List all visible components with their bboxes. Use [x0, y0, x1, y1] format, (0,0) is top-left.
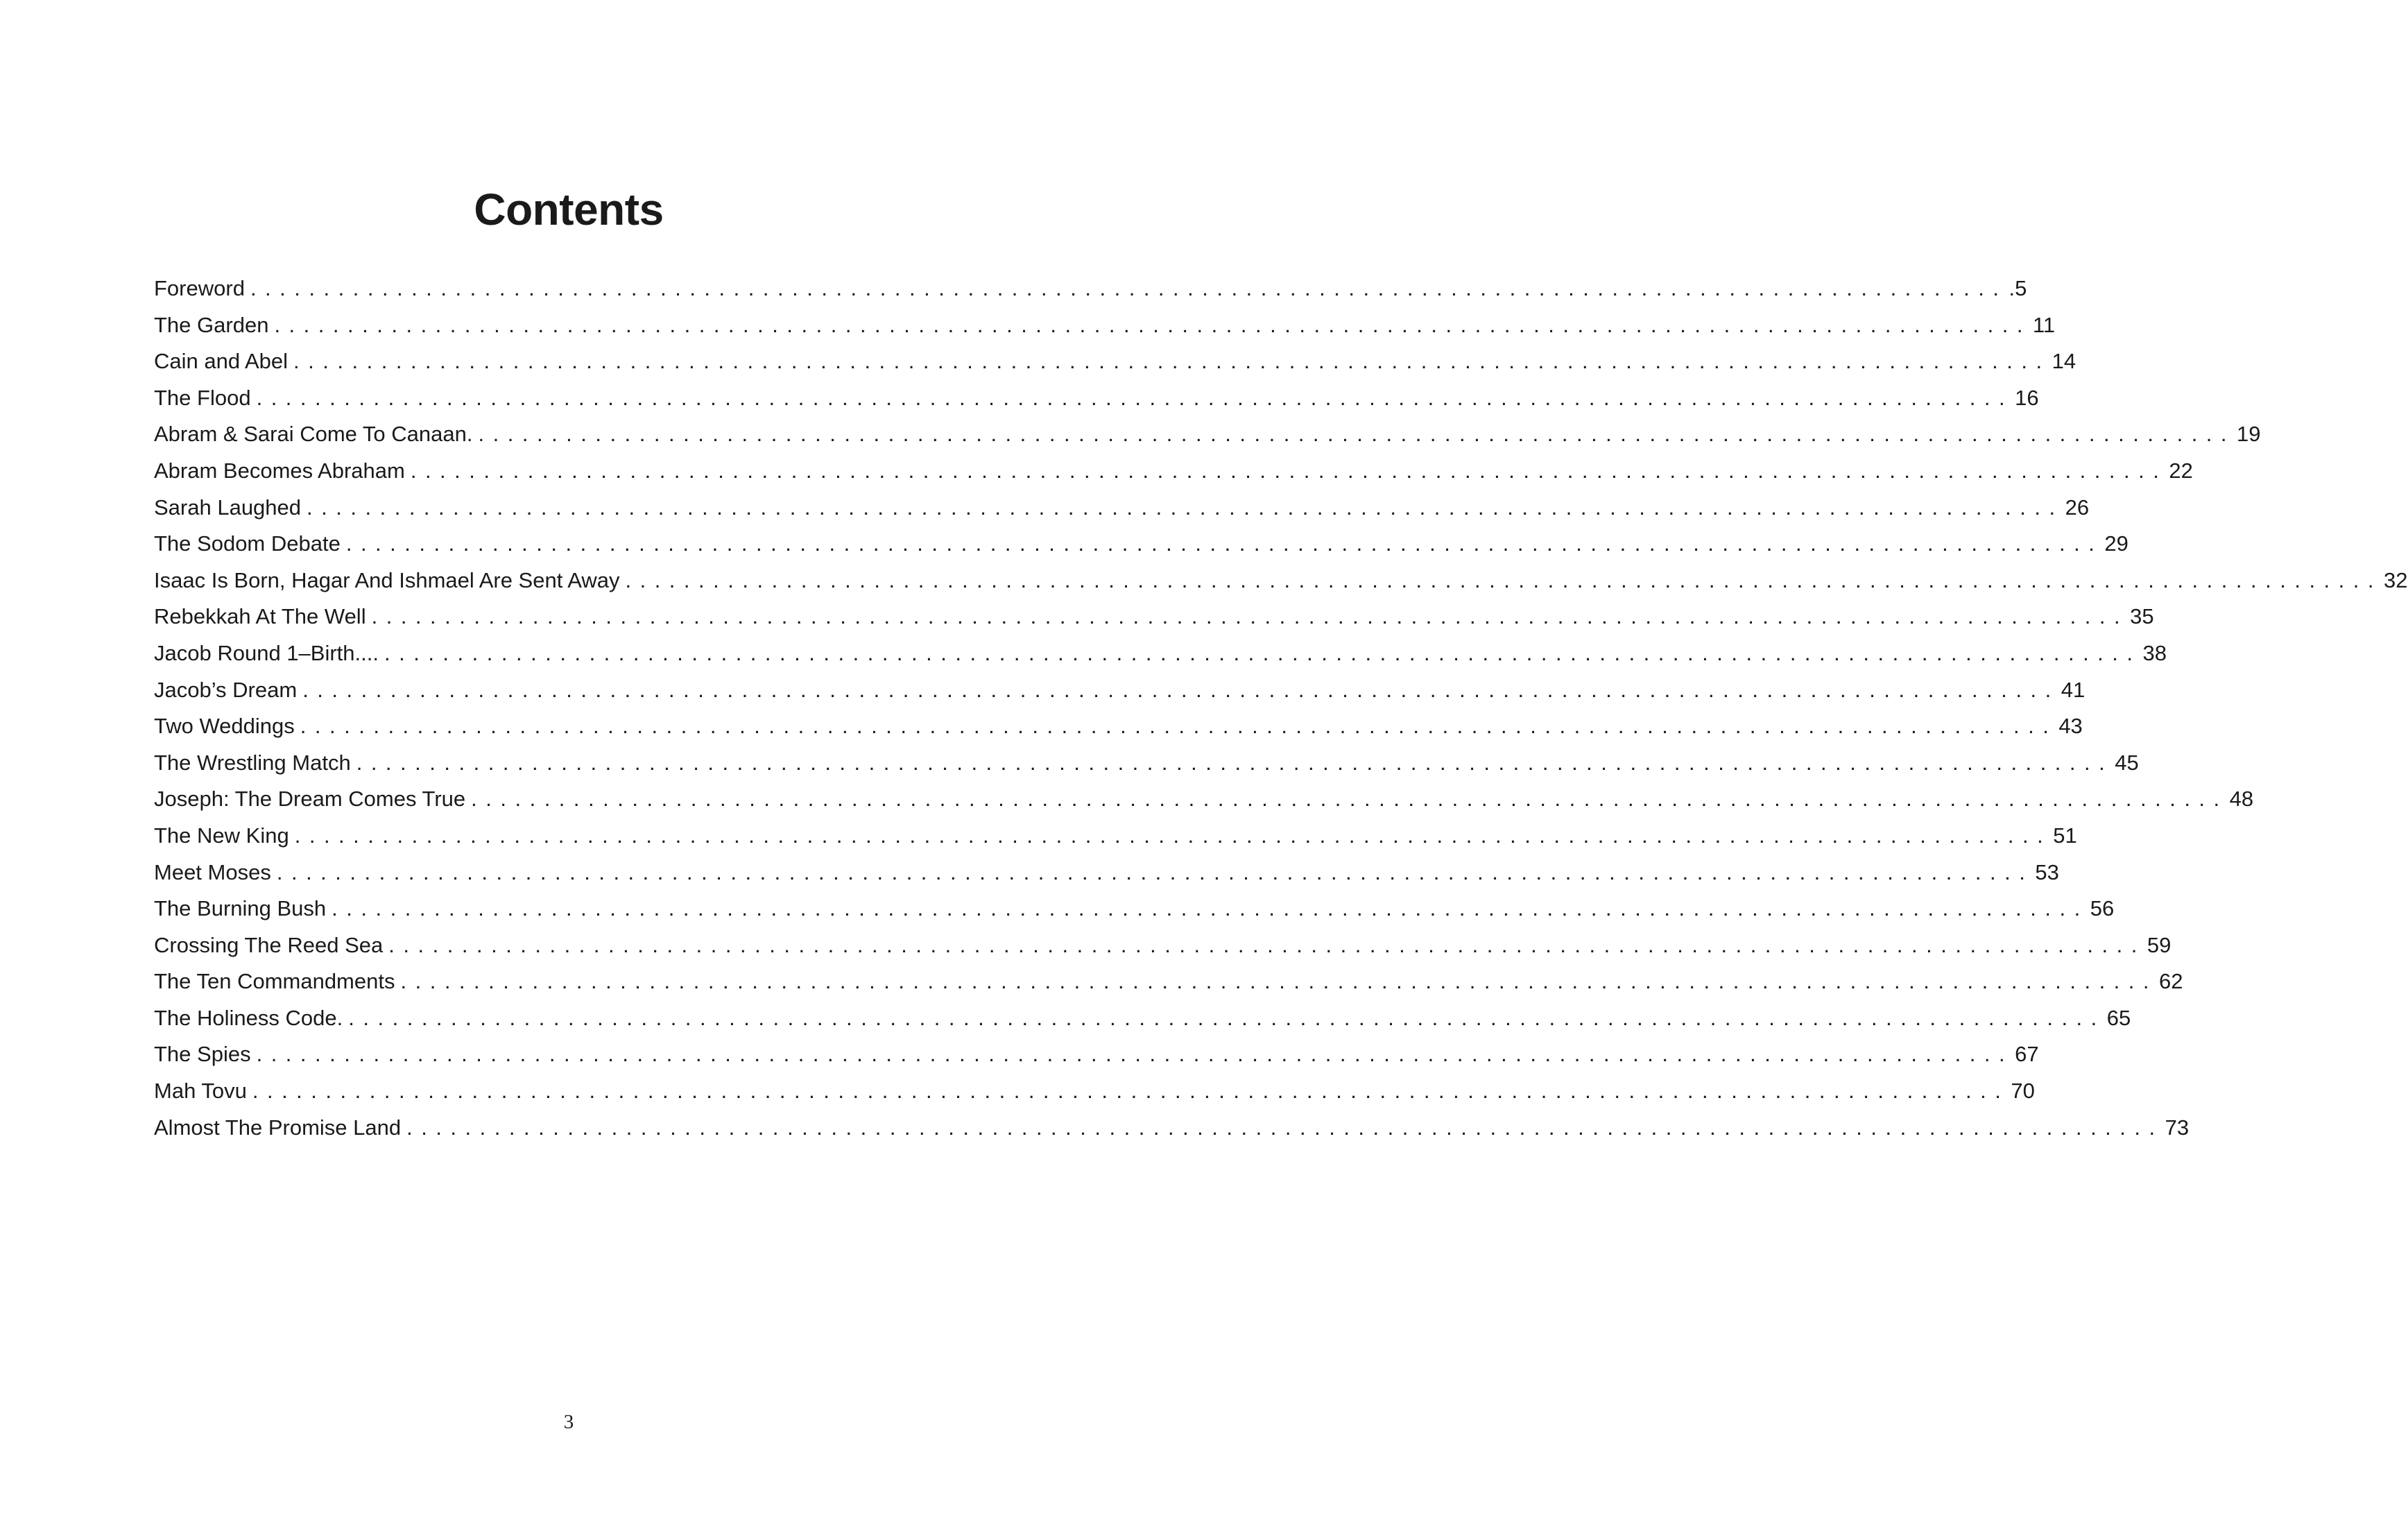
toc-entry-page: 19 [2237, 422, 2261, 447]
toc-entry-page: 26 [2065, 495, 2090, 520]
toc-entry-page: 16 [2015, 385, 2039, 410]
dot-leader: ........................................................................................................................ [384, 640, 2142, 665]
toc-entry-page: 11 [2032, 312, 2056, 337]
dot-leader: ........................................................................................................................ [348, 1005, 2106, 1030]
toc-entry[interactable] [154, 526, 2128, 563]
dot-leader: ........................................................................................................................ [625, 567, 2383, 592]
toc-entry[interactable] [154, 271, 2027, 307]
dot-leader: ........................................................................................................................ [356, 750, 2114, 775]
toc-entry[interactable] [154, 963, 2183, 1000]
dot-leader: ........................................................................................................................ [256, 1042, 2014, 1067]
toc-entry-title: Isaac Is Born, Hagar And Ishmael Are Sent Away [154, 567, 620, 592]
toc-entry-title: The Flood [154, 385, 251, 410]
toc-entry[interactable] [154, 453, 2193, 490]
toc-entry-title: Crossing The Reed Sea [154, 932, 384, 957]
toc-entry[interactable] [154, 416, 2261, 453]
toc-entry-title: Joseph: The Dream Comes True [154, 787, 466, 812]
toc-entry-title: The Wrestling Match [154, 750, 351, 775]
toc-entry[interactable] [154, 781, 2254, 818]
toc-entry[interactable] [154, 563, 2408, 599]
toc-entry[interactable] [154, 343, 2076, 380]
toc-entry[interactable] [154, 1073, 2035, 1110]
dot-leader: ........................................................................................................................ [332, 896, 2089, 921]
dot-leader: ........................................................................................................................ [274, 312, 2031, 337]
toc-entry[interactable] [154, 1110, 2190, 1147]
toc-entry-page: 38 [2142, 640, 2167, 665]
toc-entry[interactable] [154, 599, 2154, 635]
toc-entry-title: Two Weddings [154, 714, 295, 739]
toc-entry-title: The Garden [154, 312, 269, 337]
toc-entry-page: 70 [2011, 1079, 2035, 1104]
dot-leader: ........................................................................................................................ [400, 969, 2158, 994]
toc-entry-page: 65 [2106, 1005, 2131, 1030]
toc-entry[interactable] [154, 307, 2056, 344]
dot-leader: ........................................................................................................................ [371, 604, 2129, 629]
toc-entry-title: The Spies [154, 1042, 251, 1067]
dot-leader: ........................................................................................................................ [276, 859, 2034, 884]
dot-leader: ........................................................................................................................ [256, 385, 2014, 410]
toc-entry[interactable] [154, 891, 2115, 927]
toc-entry-page: 53 [2035, 859, 2059, 884]
page-number: 3 [563, 1411, 574, 1433]
dot-leader: ........................................................................................................................ [302, 677, 2060, 702]
table-of-contents [154, 271, 2408, 1146]
toc-entry-title: Foreword [154, 276, 245, 300]
toc-entry-page: 45 [2115, 750, 2139, 775]
toc-entry-page: 67 [2015, 1042, 2039, 1067]
toc-entry[interactable] [154, 490, 2090, 526]
toc-entry-title: Abram & Sarai Come To Canaan. [154, 422, 473, 447]
toc-entry-page: 56 [2090, 896, 2115, 921]
toc-entry-title: The Ten Commandments [154, 969, 395, 994]
toc-entry-page: 41 [2061, 677, 2086, 702]
dot-leader: ........................................................................................................................ [293, 349, 2051, 374]
toc-entry[interactable] [154, 818, 2077, 855]
toc-entry-page: 29 [2104, 531, 2128, 556]
toc-entry-page: 59 [2147, 932, 2172, 957]
dot-leader: ........................................................................................................................ [471, 787, 2228, 812]
dot-leader: ........................................................................................................................ [345, 531, 2104, 556]
dot-leader: ........................................................................................................................ [294, 823, 2052, 848]
toc-entry[interactable] [154, 635, 2167, 672]
toc-entry[interactable] [154, 1000, 2131, 1037]
toc-entry-page: 32 [2384, 567, 2408, 592]
toc-entry-page: 73 [2165, 1115, 2190, 1140]
dot-leader: ........................................................................................................................ [250, 276, 2008, 300]
toc-entry-page: .5 [2009, 276, 2027, 300]
toc-entry[interactable] [154, 745, 2139, 782]
toc-entry-title: Rebekkah At The Well [154, 604, 366, 629]
toc-entry-title: Cain and Abel [154, 349, 289, 374]
dot-leader: ........................................................................................................................ [252, 1079, 2010, 1104]
dot-leader: ........................................................................................................................ [406, 1115, 2164, 1140]
toc-entry-title: The Holiness Code. [154, 1005, 343, 1030]
dot-leader: ........................................................................................................................ [478, 422, 2236, 447]
toc-entry-title: Meet Moses [154, 859, 271, 884]
toc-entry[interactable] [154, 1036, 2039, 1073]
toc-entry-page: 43 [2058, 714, 2083, 739]
toc-entry-title: The Sodom Debate [154, 531, 341, 556]
toc-entry-page: 35 [2130, 604, 2154, 629]
dot-leader: ........................................................................................................................ [307, 495, 2064, 520]
toc-entry-page: 48 [2229, 787, 2254, 812]
toc-entry-page: 62 [2159, 969, 2183, 994]
toc-entry-page: 51 [2053, 823, 2077, 848]
page-title: Contents [474, 185, 664, 234]
toc-entry-title: The New King [154, 823, 289, 848]
toc-entry[interactable] [154, 855, 2059, 891]
toc-entry[interactable] [154, 672, 2086, 709]
dot-leader: ........................................................................................................................ [410, 458, 2168, 483]
toc-entry-page: 22 [2169, 458, 2193, 483]
toc-entry-title: Sarah Laughed [154, 495, 302, 520]
toc-entry-title: Jacob Round 1–Birth.... [154, 640, 379, 665]
toc-entry-title: Jacob’s Dream [154, 677, 298, 702]
toc-entry[interactable] [154, 927, 2172, 964]
toc-entry-page: 14 [2052, 349, 2076, 374]
dot-leader: ........................................................................................................................ [388, 932, 2146, 957]
toc-entry-title: Almost The Promise Land [154, 1115, 402, 1140]
toc-entry[interactable] [154, 380, 2039, 417]
toc-entry-title: Abram Becomes Abraham [154, 458, 405, 483]
toc-entry[interactable] [154, 708, 2083, 745]
dot-leader: ........................................................................................................................ [300, 714, 2058, 739]
toc-entry-title: Mah Tovu [154, 1079, 247, 1104]
toc-entry-title: The Burning Bush [154, 896, 327, 921]
